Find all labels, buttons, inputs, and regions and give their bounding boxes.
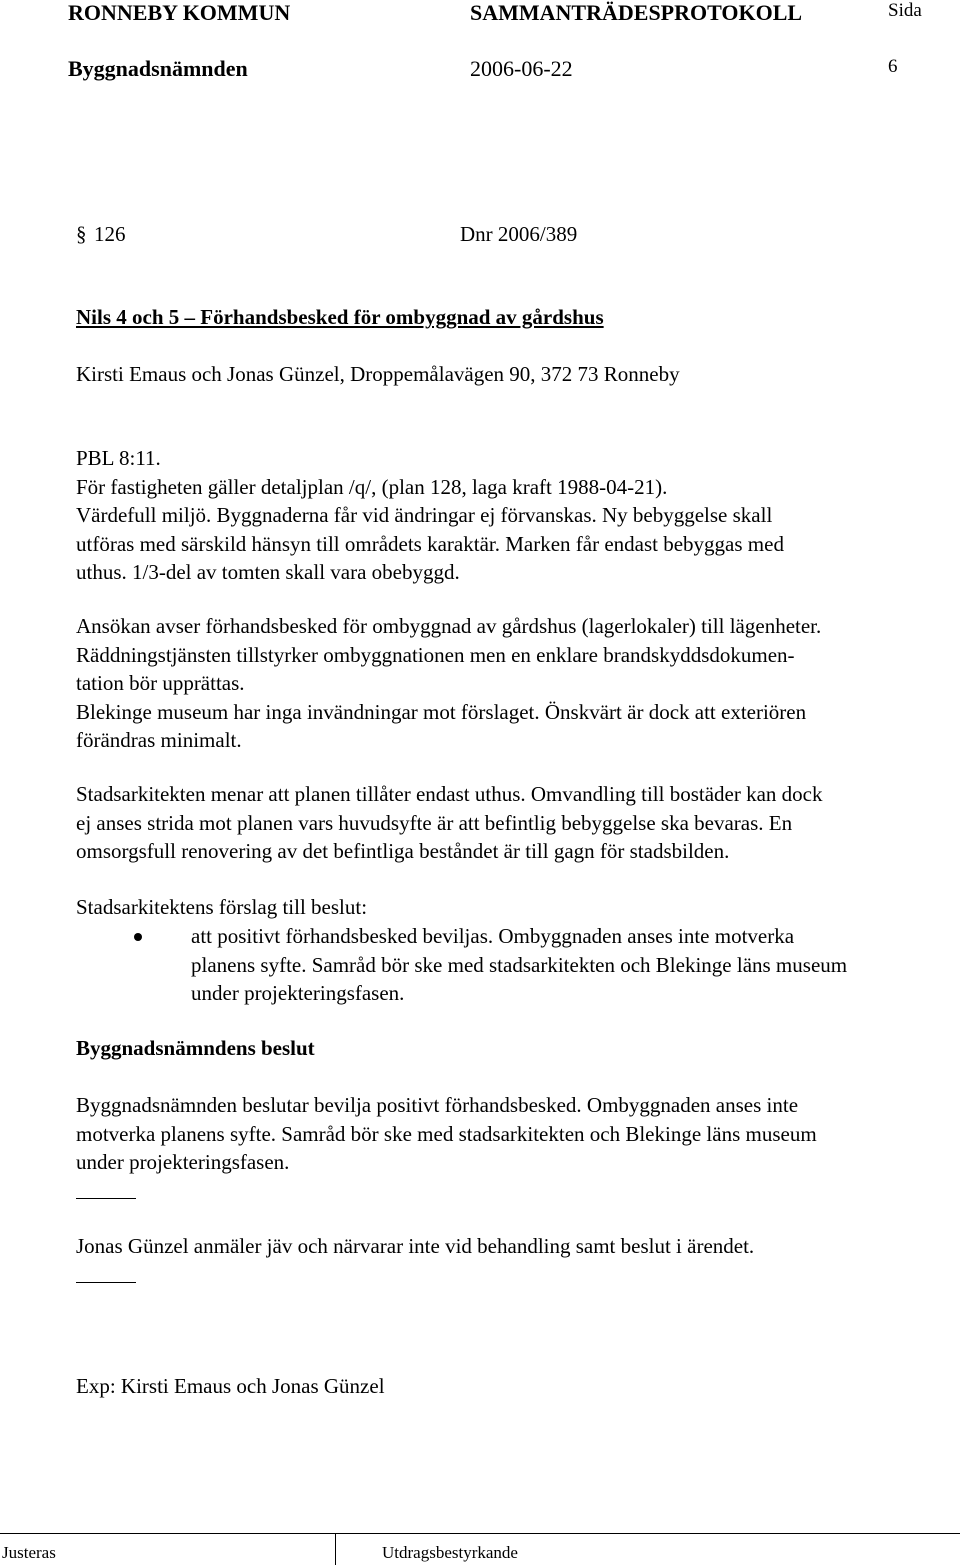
dnr: Dnr 2006/389 — [460, 222, 578, 246]
proposal-bullet — [191, 922, 956, 1008]
footer-utdragsbestyrkande: Utdragsbestyrkande — [382, 1543, 518, 1562]
header-org: RONNEBY KOMMUN — [68, 0, 291, 25]
header-doc-type: SAMMANTRÄDESPROTOKOLL — [470, 0, 803, 25]
architect-line: omsorgsfull renovering av det befintliga beståndet är till gagn för stadsbilden. — [76, 839, 730, 863]
application-line: tation bör upprättas. — [76, 671, 245, 695]
application-line: förändras minimalt. — [76, 728, 242, 752]
section-sign: § — [76, 222, 87, 246]
conflict-note: Jonas Günzel anmäler jäv och närvarar inte vid behandling samt beslut i ärendet. — [76, 1234, 755, 1258]
header-committee: Byggnadsnämnden — [68, 56, 248, 81]
applicants: Kirsti Emaus och Jonas Günzel, Droppemålavägen 90, 372 73 Ronneby — [76, 362, 680, 386]
architect-line: ej anses strida mot planen vars huvudsyfte är att befintlig bebyggelse ska bevaras. En — [76, 810, 793, 835]
footer-divider — [335, 1533, 336, 1565]
bullet-icon — [134, 933, 142, 941]
decision-heading: Byggnadsnämndens beslut — [76, 1036, 315, 1060]
pbl-line: För fastigheten gäller detaljplan /q/, (plan 128, laga kraft 1988-04-21). — [76, 474, 668, 499]
decision-line: Byggnadsnämnden beslutar bevilja positivt förhandsbesked. Ombyggnaden anses inte — [76, 1093, 799, 1117]
architect-line: Stadsarkitekten menar att planen tillåter endast uthus. Omvandling till bostäder kan dock — [76, 782, 823, 806]
proposal-heading: Stadsarkitektens förslag till beslut: — [76, 895, 368, 919]
application-line: Räddningstjänsten tillstyrker ombyggnationen men en enklare brandskyddsdokumen- — [76, 642, 795, 667]
proposal-line: att positivt förhandsbesked beviljas. Ombyggnaden anses inte motverka — [191, 924, 795, 948]
decision-block — [76, 1091, 956, 1177]
pbl-line: Värdefull miljö. Byggnaderna får vid ändringar ej förvanskas. Ny bebyggelse skall — [76, 503, 773, 527]
application-line: Ansökan avser förhandsbesked för ombyggnad av gårdshus (lagerlokaler) till lägenheter. — [76, 614, 822, 638]
decision-line: motverka planens syfte. Samråd bör ske med stadsarkitekten och Blekinge läns museum — [76, 1121, 817, 1146]
decision-line: under projekteringsfasen. — [76, 1150, 290, 1174]
pbl-line: uthus. 1/3-del av tomten skall vara obebyggd. — [76, 560, 460, 584]
pbl-line: utföras med särskild hänsyn till områdets karaktär. Marken får endast bebyggas med — [76, 531, 784, 556]
pbl-line: PBL 8:11. — [76, 446, 161, 470]
separator-rule — [76, 1198, 136, 1199]
pbl-block — [76, 444, 956, 587]
separator-rule — [76, 1282, 136, 1283]
section-number: 126 — [94, 222, 126, 246]
header-page-number: 6 — [888, 56, 898, 77]
header-date: 2006-06-22 — [470, 56, 573, 81]
header-page-label: Sida — [888, 0, 922, 21]
footer-justeras: Justeras — [2, 1543, 56, 1562]
footer-rule — [0, 1533, 960, 1534]
proposal-line: under projekteringsfasen. — [191, 981, 405, 1005]
application-line: Blekinge museum har inga invändningar mot förslaget. Önskvärt är dock att exteriören — [76, 699, 807, 724]
application-block — [76, 612, 956, 755]
architect-block — [76, 780, 956, 866]
case-title: Nils 4 och 5 – Förhandsbesked för ombyggnad av gårdshus — [76, 305, 604, 329]
proposal-line: planens syfte. Samråd bör ske med stadsarkitekten och Blekinge läns museum — [191, 952, 848, 977]
expedition: Exp: Kirsti Emaus och Jonas Günzel — [76, 1374, 385, 1398]
